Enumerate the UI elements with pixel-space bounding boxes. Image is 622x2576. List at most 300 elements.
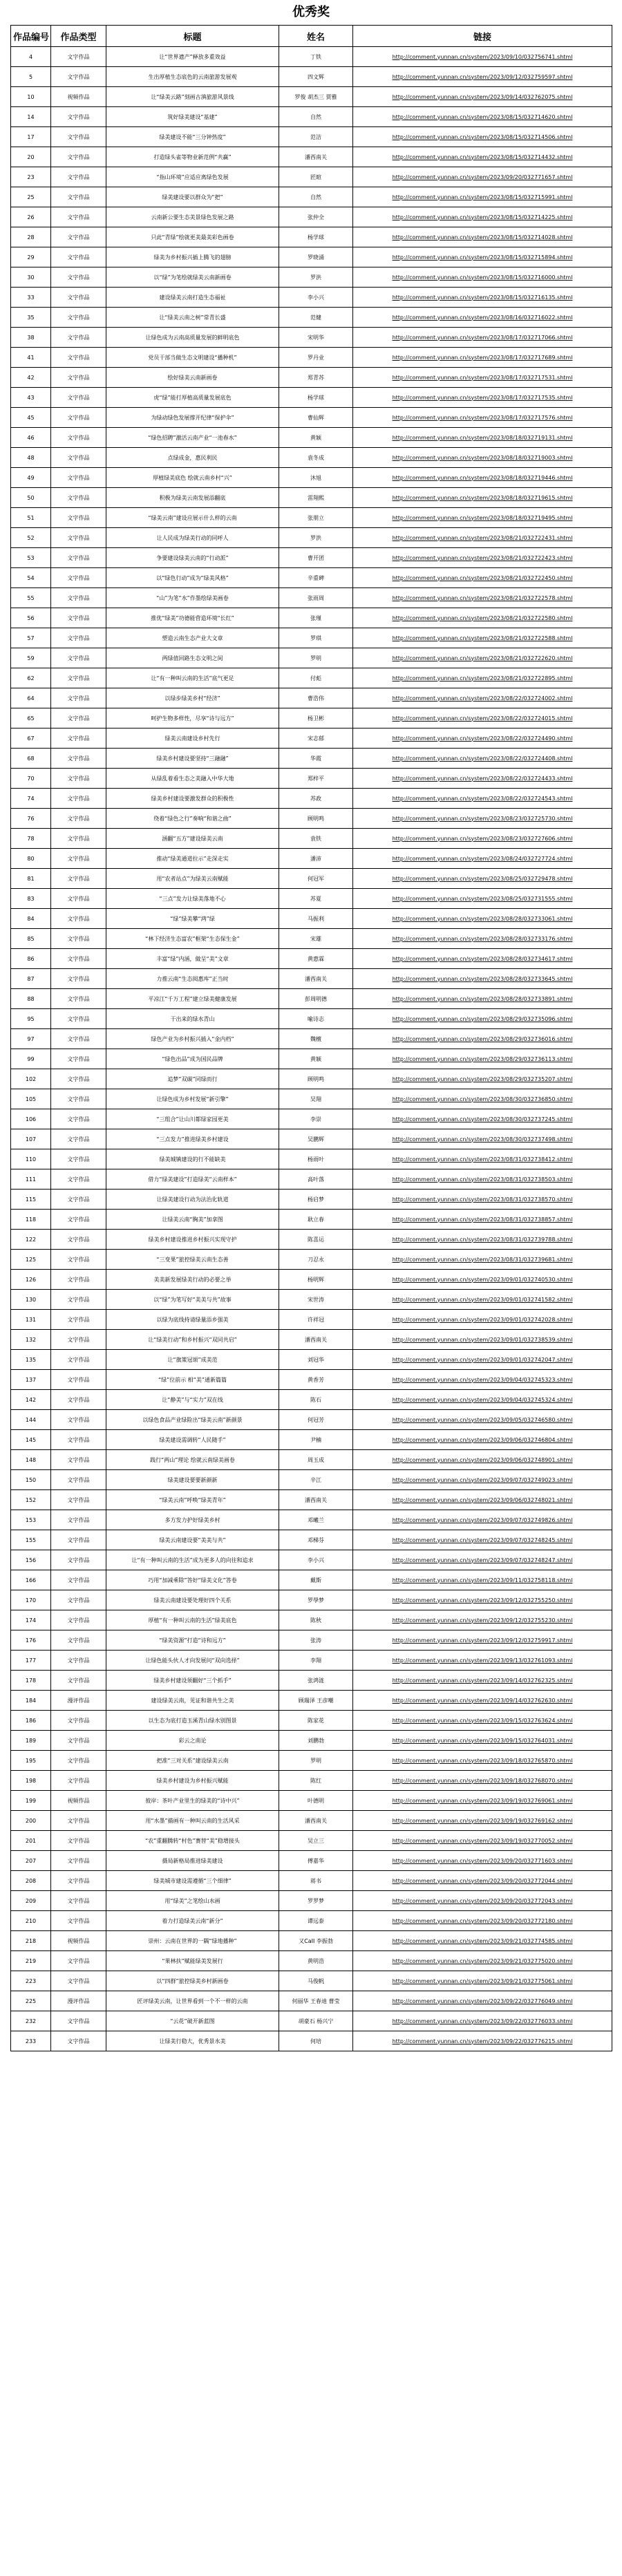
cell-id: 130 bbox=[11, 1290, 51, 1310]
cell-title: 推动“绿美通道拉示”走深走实 bbox=[106, 849, 279, 869]
cell-author: 罗晓涌 bbox=[279, 247, 353, 267]
cell-link bbox=[353, 468, 612, 488]
article-link[interactable]: http://comment.yunnan.cn/system/2023/08/31/032738412.shtml bbox=[392, 1156, 573, 1163]
table-row bbox=[11, 247, 612, 267]
article-link[interactable]: http://comment.yunnan.cn/system/2023/09/19/032769061.shtml bbox=[392, 1797, 573, 1804]
cell-type: 文字作品 bbox=[51, 67, 106, 87]
cell-title: 绿美云南建设要“美美与共” bbox=[106, 1530, 279, 1550]
cell-id: 65 bbox=[11, 708, 51, 728]
cell-link bbox=[353, 1029, 612, 1049]
article-link[interactable]: http://comment.yunnan.cn/system/2023/09/22/032776215.shtml bbox=[392, 2038, 573, 2044]
cell-type: 文字作品 bbox=[51, 368, 106, 388]
table-row bbox=[11, 368, 612, 388]
table-row bbox=[11, 388, 612, 408]
cell-title: 用“农者站点”为绿美云南赋能 bbox=[106, 869, 279, 889]
cell-title: 让“绿美云路”刻画古滇旅游风景线 bbox=[106, 87, 279, 107]
cell-link bbox=[353, 1570, 612, 1590]
article-link[interactable]: http://comment.yunnan.cn/system/2023/08/22/032724002.shtml bbox=[392, 695, 573, 702]
article-link[interactable]: http://comment.yunnan.cn/system/2023/08/30/032737498.shtml bbox=[392, 1136, 573, 1143]
article-link[interactable]: http://comment.yunnan.cn/system/2023/09/07/032748247.shtml bbox=[392, 1557, 573, 1563]
cell-link bbox=[353, 949, 612, 969]
cell-type: 文字作品 bbox=[51, 488, 106, 508]
table-row bbox=[11, 608, 612, 628]
cell-id: 200 bbox=[11, 1811, 51, 1831]
cell-link bbox=[353, 1971, 612, 1991]
article-link[interactable]: http://comment.yunnan.cn/system/2023/09/01/032741582.shtml bbox=[392, 1296, 573, 1303]
cell-id: 150 bbox=[11, 1470, 51, 1490]
article-link[interactable]: http://comment.yunnan.cn/system/2023/08/21/032722431.shtml bbox=[392, 534, 573, 541]
cell-title: 把准“三对关系”建设绿美云南 bbox=[106, 1751, 279, 1771]
cell-author: 胡豪石 杨兴宁 bbox=[279, 2011, 353, 2031]
cell-type: 文字作品 bbox=[51, 1831, 106, 1851]
table-row bbox=[11, 1951, 612, 1971]
cell-id: 186 bbox=[11, 1711, 51, 1731]
cell-author: 张仲全 bbox=[279, 207, 353, 227]
article-link[interactable]: http://comment.yunnan.cn/system/2023/09/14/032762325.shtml bbox=[392, 1677, 573, 1684]
table-row bbox=[11, 1751, 612, 1771]
table-row bbox=[11, 688, 612, 708]
cell-link bbox=[353, 1771, 612, 1791]
article-link[interactable]: http://comment.yunnan.cn/system/2023/09/15/032764031.shtml bbox=[392, 1737, 573, 1744]
cell-author: 范洁 bbox=[279, 127, 353, 147]
cell-type: 文字作品 bbox=[51, 167, 106, 187]
cell-id: 218 bbox=[11, 1931, 51, 1951]
table-row bbox=[11, 47, 612, 67]
article-link[interactable]: http://comment.yunnan.cn/system/2023/08/15/032714620.shtml bbox=[392, 113, 573, 120]
cell-id: 59 bbox=[11, 648, 51, 668]
article-link[interactable]: http://comment.yunnan.cn/system/2023/08/15/032715894.shtml bbox=[392, 254, 573, 261]
article-link[interactable]: http://comment.yunnan.cn/system/2023/09/12/032755250.shtml bbox=[392, 1597, 573, 1604]
header-type: 作品类型 bbox=[51, 26, 106, 47]
article-link[interactable]: http://comment.yunnan.cn/system/2023/08/15/032716135.shtml bbox=[392, 294, 573, 301]
cell-id: 46 bbox=[11, 428, 51, 448]
cell-id: 50 bbox=[11, 488, 51, 508]
cell-author: 张雨周 bbox=[279, 588, 353, 608]
cell-id: 56 bbox=[11, 608, 51, 628]
article-link[interactable]: http://comment.yunnan.cn/system/2023/08/17/032717576.shtml bbox=[392, 414, 573, 421]
cell-link bbox=[353, 1811, 612, 1831]
cell-title: 让绿美云南“胸美”加拿图 bbox=[106, 1210, 279, 1230]
cell-author: 刀忍永 bbox=[279, 1250, 353, 1270]
cell-author: 罗洪 bbox=[279, 267, 353, 288]
table-row bbox=[11, 749, 612, 769]
article-link[interactable]: http://comment.yunnan.cn/system/2023/08/28/032733176.shtml bbox=[392, 935, 573, 942]
cell-type: 文字作品 bbox=[51, 869, 106, 889]
article-link[interactable]: http://comment.yunnan.cn/system/2023/09/15/032763624.shtml bbox=[392, 1717, 573, 1724]
cell-title: “绿色招聘”激活云南产业“一池春水” bbox=[106, 428, 279, 448]
cell-link bbox=[353, 408, 612, 428]
cell-title: 彩云之南论 bbox=[106, 1731, 279, 1751]
article-link[interactable]: http://comment.yunnan.cn/system/2023/08/28/032733891.shtml bbox=[392, 995, 573, 1002]
article-link[interactable]: http://comment.yunnan.cn/system/2023/09/04/032745324.shtml bbox=[392, 1396, 573, 1403]
cell-id: 156 bbox=[11, 1550, 51, 1570]
cell-id: 52 bbox=[11, 528, 51, 548]
article-link[interactable]: http://comment.yunnan.cn/system/2023/09/12/032755230.shtml bbox=[392, 1617, 573, 1624]
cell-type: 文字作品 bbox=[51, 1490, 106, 1510]
cell-author: 罗罗梦 bbox=[279, 1891, 353, 1911]
cell-id: 110 bbox=[11, 1149, 51, 1169]
cell-author: 顾明鸣 bbox=[279, 1069, 353, 1089]
article-link[interactable]: http://comment.yunnan.cn/system/2023/08/28/032733645.shtml bbox=[392, 975, 573, 982]
article-link[interactable]: http://comment.yunnan.cn/system/2023/08/15/032714432.shtml bbox=[392, 153, 573, 160]
cell-title: 绿美云南建设乡村先行 bbox=[106, 728, 279, 749]
article-link[interactable]: http://comment.yunnan.cn/system/2023/08/25/032729478.shtml bbox=[392, 875, 573, 882]
cell-link bbox=[353, 147, 612, 167]
cell-title: 为绿动绿色发展撑开纪律“保护伞” bbox=[106, 408, 279, 428]
table-row bbox=[11, 1430, 612, 1450]
article-link[interactable]: http://comment.yunnan.cn/system/2023/08/28/032734617.shtml bbox=[392, 955, 573, 962]
cell-title: 涵翻“五方”建设绿美云南 bbox=[106, 829, 279, 849]
article-link[interactable]: http://comment.yunnan.cn/system/2023/08/22/032724433.shtml bbox=[392, 775, 573, 782]
table-row bbox=[11, 127, 612, 147]
article-link[interactable]: http://comment.yunnan.cn/system/2023/09/21/032775061.shtml bbox=[392, 1977, 573, 1984]
cell-author: 彭周明德 bbox=[279, 989, 353, 1009]
cell-type: 文字作品 bbox=[51, 1671, 106, 1691]
cell-link bbox=[353, 1049, 612, 1069]
table-row bbox=[11, 2011, 612, 2031]
cell-type: 文字作品 bbox=[51, 789, 106, 809]
article-link[interactable]: http://comment.yunnan.cn/system/2023/09/01/032740530.shtml bbox=[392, 1276, 573, 1283]
article-link[interactable]: http://comment.yunnan.cn/system/2023/08/21/032722450.shtml bbox=[392, 574, 573, 581]
article-link[interactable]: http://comment.yunnan.cn/system/2023/09/14/032762630.shtml bbox=[392, 1697, 573, 1704]
cell-author: 黄明浩 bbox=[279, 1951, 353, 1971]
cell-title: 塑造云南生态产业大文章 bbox=[106, 628, 279, 648]
cell-link bbox=[353, 1831, 612, 1851]
cell-author: 袁铁 bbox=[279, 829, 353, 849]
cell-type: 文字作品 bbox=[51, 328, 106, 348]
article-link[interactable]: http://comment.yunnan.cn/system/2023/08/18/032719003.shtml bbox=[392, 454, 573, 461]
cell-type: 文字作品 bbox=[51, 1771, 106, 1791]
article-link[interactable]: http://comment.yunnan.cn/system/2023/08/23/032725730.shtml bbox=[392, 815, 573, 822]
table-row bbox=[11, 1470, 612, 1490]
article-link[interactable]: http://comment.yunnan.cn/system/2023/08/21/032722578.shtml bbox=[392, 594, 573, 601]
cell-type: 文字作品 bbox=[51, 267, 106, 288]
cell-link bbox=[353, 608, 612, 628]
cell-title: 丰富“绿”内涵，做呈“美”文章 bbox=[106, 949, 279, 969]
cell-id: 177 bbox=[11, 1651, 51, 1671]
cell-type: 文字作品 bbox=[51, 1610, 106, 1630]
cell-author: 雷翔熙 bbox=[279, 488, 353, 508]
article-link[interactable]: http://comment.yunnan.cn/system/2023/09/22/032776049.shtml bbox=[392, 1997, 573, 2004]
table-row bbox=[11, 1089, 612, 1109]
article-link[interactable]: http://comment.yunnan.cn/system/2023/08/30/032737245.shtml bbox=[392, 1116, 573, 1122]
article-link[interactable]: http://comment.yunnan.cn/system/2023/08/31/032739788.shtml bbox=[392, 1236, 573, 1243]
cell-link bbox=[353, 1310, 612, 1330]
article-link[interactable]: http://comment.yunnan.cn/system/2023/09/12/032759597.shtml bbox=[392, 73, 573, 80]
cell-type: 文字作品 bbox=[51, 568, 106, 588]
article-link[interactable]: http://comment.yunnan.cn/system/2023/08/29/032735096.shtml bbox=[392, 1015, 573, 1022]
article-link[interactable]: http://comment.yunnan.cn/system/2023/08/29/032735207.shtml bbox=[392, 1075, 573, 1082]
cell-author: 宋明华 bbox=[279, 328, 353, 348]
cell-link bbox=[353, 1290, 612, 1310]
article-link[interactable]: http://comment.yunnan.cn/system/2023/08/21/032722423.shtml bbox=[392, 554, 573, 561]
article-link[interactable]: http://comment.yunnan.cn/system/2023/09/01/032742047.shtml bbox=[392, 1356, 573, 1363]
article-link[interactable]: http://comment.yunnan.cn/system/2023/08/15/032714506.shtml bbox=[392, 133, 573, 140]
cell-link bbox=[353, 1190, 612, 1210]
cell-author: 罗學梦 bbox=[279, 1590, 353, 1610]
article-link[interactable]: http://comment.yunnan.cn/system/2023/09/06/032748021.shtml bbox=[392, 1496, 573, 1503]
cell-id: 62 bbox=[11, 668, 51, 688]
cell-title: 绿美云南建设要处理好四个关系 bbox=[106, 1590, 279, 1610]
cell-id: 51 bbox=[11, 508, 51, 528]
cell-title: 让“有一种叫云南的生活”成为更多人的向往和追求 bbox=[106, 1550, 279, 1570]
article-link[interactable]: http://comment.yunnan.cn/system/2023/09/06/032748901.shtml bbox=[392, 1456, 573, 1463]
article-link[interactable]: http://comment.yunnan.cn/system/2023/08/15/032714028.shtml bbox=[392, 234, 573, 241]
article-link[interactable]: http://comment.yunnan.cn/system/2023/09/12/032759917.shtml bbox=[392, 1637, 573, 1644]
cell-link bbox=[353, 648, 612, 668]
article-link[interactable]: http://comment.yunnan.cn/system/2023/09/06/032746804.shtml bbox=[392, 1436, 573, 1443]
cell-link bbox=[353, 348, 612, 368]
table-row bbox=[11, 1630, 612, 1651]
article-link[interactable]: http://comment.yunnan.cn/system/2023/08/21/032722588.shtml bbox=[392, 634, 573, 641]
article-link[interactable]: http://comment.yunnan.cn/system/2023/08/17/032717689.shtml bbox=[392, 354, 573, 361]
article-link[interactable]: http://comment.yunnan.cn/system/2023/08/24/032727724.shtml bbox=[392, 855, 573, 862]
cell-link bbox=[353, 448, 612, 468]
cell-link bbox=[353, 1851, 612, 1871]
article-link[interactable]: http://comment.yunnan.cn/system/2023/08/21/032722895.shtml bbox=[392, 675, 573, 681]
cell-author: 戴斯 bbox=[279, 1570, 353, 1590]
article-link[interactable]: http://comment.yunnan.cn/system/2023/09/07/032749023.shtml bbox=[392, 1476, 573, 1483]
cell-type: 文字作品 bbox=[51, 207, 106, 227]
article-link[interactable]: http://comment.yunnan.cn/system/2023/09/18/032768070.shtml bbox=[392, 1777, 573, 1784]
cell-title: 绿美建设需调转“人民随手” bbox=[106, 1430, 279, 1450]
cell-type: 文字作品 bbox=[51, 1550, 106, 1570]
table-row bbox=[11, 1310, 612, 1330]
article-link[interactable]: http://comment.yunnan.cn/system/2023/08/18/032719446.shtml bbox=[392, 474, 573, 481]
cell-type: 文字作品 bbox=[51, 1330, 106, 1350]
cell-author: 罗俊 胡杰三 贾雅 bbox=[279, 87, 353, 107]
cell-link bbox=[353, 909, 612, 929]
article-link[interactable]: http://comment.yunnan.cn/system/2023/09/20/032772044.shtml bbox=[392, 1877, 573, 1884]
cell-author: 马振利 bbox=[279, 909, 353, 929]
article-link[interactable]: http://comment.yunnan.cn/system/2023/09/20/032772180.shtml bbox=[392, 1917, 573, 1924]
cell-link bbox=[353, 1550, 612, 1570]
table-row bbox=[11, 1811, 612, 1831]
cell-author: 何丽华 王春迪 曹莹 bbox=[279, 1991, 353, 2011]
cell-author: 罗丹业 bbox=[279, 348, 353, 368]
table-row bbox=[11, 1651, 612, 1671]
cell-author: 潘西南关 bbox=[279, 147, 353, 167]
cell-title: 平凉江“千万工程”建立绿美健康发展 bbox=[106, 989, 279, 1009]
article-link[interactable]: http://comment.yunnan.cn/system/2023/08/16/032716022.shtml bbox=[392, 314, 573, 321]
cell-link bbox=[353, 789, 612, 809]
cell-id: 42 bbox=[11, 368, 51, 388]
cell-title: 借力“绿美建设”打造绿美“云南样本” bbox=[106, 1169, 279, 1190]
cell-link bbox=[353, 1590, 612, 1610]
article-link[interactable]: http://comment.yunnan.cn/system/2023/09/10/032756741.shtml bbox=[392, 53, 573, 60]
cell-id: 135 bbox=[11, 1350, 51, 1370]
article-link[interactable]: http://comment.yunnan.cn/system/2023/08/18/032719615.shtml bbox=[392, 494, 573, 501]
table-row bbox=[11, 67, 612, 87]
article-link[interactable]: http://comment.yunnan.cn/system/2023/08/21/032722580.shtml bbox=[392, 614, 573, 621]
cell-type: 文字作品 bbox=[51, 1390, 106, 1410]
cell-author: 刘鹏勃 bbox=[279, 1731, 353, 1751]
cell-id: 45 bbox=[11, 408, 51, 428]
cell-author: 何冠芳 bbox=[279, 1410, 353, 1430]
cell-link bbox=[353, 1711, 612, 1731]
article-link[interactable]: http://comment.yunnan.cn/system/2023/09/07/032748245.shtml bbox=[392, 1536, 573, 1543]
article-link[interactable]: http://comment.yunnan.cn/system/2023/08/17/032717535.shtml bbox=[392, 394, 573, 401]
table-row bbox=[11, 1490, 612, 1510]
cell-id: 86 bbox=[11, 949, 51, 969]
cell-id: 178 bbox=[11, 1671, 51, 1691]
article-link[interactable]: http://comment.yunnan.cn/system/2023/08/18/032719131.shtml bbox=[392, 434, 573, 441]
article-link[interactable]: http://comment.yunnan.cn/system/2023/09/04/032745323.shtml bbox=[392, 1376, 573, 1383]
cell-title: 从绿乱着看生态之美融入中华大地 bbox=[106, 769, 279, 789]
cell-title: 摄局新格局推进绿美建设 bbox=[106, 1851, 279, 1871]
cell-type: 文字作品 bbox=[51, 608, 106, 628]
cell-type: 文字作品 bbox=[51, 668, 106, 688]
cell-link bbox=[353, 1210, 612, 1230]
cell-type: 文字作品 bbox=[51, 1370, 106, 1390]
article-link[interactable]: http://comment.yunnan.cn/system/2023/08/18/032719495.shtml bbox=[392, 514, 573, 521]
cell-link bbox=[353, 1610, 612, 1630]
cell-title: 让“绿美行动”和乡村振兴“双同共启” bbox=[106, 1330, 279, 1350]
table-row bbox=[11, 949, 612, 969]
article-link[interactable]: http://comment.yunnan.cn/system/2023/08/22/032724408.shtml bbox=[392, 755, 573, 762]
cell-type: 文字作品 bbox=[51, 1871, 106, 1891]
cell-author: 四文辉 bbox=[279, 67, 353, 87]
cell-title: 云南新公要生态美景绿色发展之路 bbox=[106, 207, 279, 227]
cell-type: 文字作品 bbox=[51, 1731, 106, 1751]
article-link[interactable]: http://comment.yunnan.cn/system/2023/08/31/032738857.shtml bbox=[392, 1216, 573, 1223]
article-link[interactable]: http://comment.yunnan.cn/system/2023/09/19/032770052.shtml bbox=[392, 1837, 573, 1844]
cell-title: “绿美资源”打造“诗和远方” bbox=[106, 1630, 279, 1651]
table-row bbox=[11, 628, 612, 648]
cell-type: 文字作品 bbox=[51, 508, 106, 528]
cell-author: 傅嘉华 bbox=[279, 1851, 353, 1871]
article-link[interactable]: http://comment.yunnan.cn/system/2023/09/20/032771603.shtml bbox=[392, 1857, 573, 1864]
cell-author: 周玉成 bbox=[279, 1450, 353, 1470]
cell-id: 67 bbox=[11, 728, 51, 749]
cell-link bbox=[353, 809, 612, 829]
table-row bbox=[11, 508, 612, 528]
article-link[interactable]: http://comment.yunnan.cn/system/2023/08/29/032736016.shtml bbox=[392, 1035, 573, 1042]
article-link[interactable]: http://comment.yunnan.cn/system/2023/09/19/032769162.shtml bbox=[392, 1817, 573, 1824]
cell-type: 文字作品 bbox=[51, 1149, 106, 1169]
article-link[interactable]: http://comment.yunnan.cn/system/2023/09/21/032774585.shtml bbox=[392, 1937, 573, 1944]
cell-link bbox=[353, 1470, 612, 1490]
article-link[interactable]: http://comment.yunnan.cn/system/2023/08/28/032733061.shtml bbox=[392, 915, 573, 922]
cell-author: 陈喜运 bbox=[279, 1230, 353, 1250]
cell-id: 97 bbox=[11, 1029, 51, 1049]
cell-id: 57 bbox=[11, 628, 51, 648]
cell-id: 131 bbox=[11, 1310, 51, 1330]
article-link[interactable]: http://comment.yunnan.cn/system/2023/08/22/032724490.shtml bbox=[392, 735, 573, 742]
article-link[interactable]: http://comment.yunnan.cn/system/2023/09/14/032762075.shtml bbox=[392, 93, 573, 100]
cell-author: 李小兴 bbox=[279, 1550, 353, 1570]
article-link[interactable]: http://comment.yunnan.cn/system/2023/08/22/032724543.shtml bbox=[392, 795, 573, 802]
cell-type: 文字作品 bbox=[51, 1971, 106, 1991]
table-row bbox=[11, 548, 612, 568]
cell-title: “山”为笔“水”作墨绘绿美画卷 bbox=[106, 588, 279, 608]
article-link[interactable]: http://comment.yunnan.cn/system/2023/09/01/032742028.shtml bbox=[392, 1316, 573, 1323]
cell-title: 以绿为底线持请绿量添乡强美 bbox=[106, 1310, 279, 1330]
article-link[interactable]: http://comment.yunnan.cn/system/2023/09/18/032765870.shtml bbox=[392, 1757, 573, 1764]
header-id: 作品编号 bbox=[11, 26, 51, 47]
cell-id: 176 bbox=[11, 1630, 51, 1651]
cell-type: 文字作品 bbox=[51, 308, 106, 328]
article-link[interactable]: http://comment.yunnan.cn/system/2023/09/13/032761093.shtml bbox=[392, 1657, 573, 1664]
article-link[interactable]: http://comment.yunnan.cn/system/2023/08/17/032717066.shtml bbox=[392, 334, 573, 341]
table-row bbox=[11, 1530, 612, 1550]
table-row bbox=[11, 147, 612, 167]
cell-author: 郑青苏 bbox=[279, 368, 353, 388]
cell-title: 以“四群”旅控绿美乡村新画卷 bbox=[106, 1971, 279, 1991]
article-link[interactable]: http://comment.yunnan.cn/system/2023/09/01/032738539.shtml bbox=[392, 1336, 573, 1343]
article-link[interactable]: http://comment.yunnan.cn/system/2023/08/31/032738570.shtml bbox=[392, 1196, 573, 1203]
cell-id: 17 bbox=[11, 127, 51, 147]
article-link[interactable]: http://comment.yunnan.cn/system/2023/08/15/032714225.shtml bbox=[392, 214, 573, 220]
article-link[interactable]: http://comment.yunnan.cn/system/2023/09/20/032771657.shtml bbox=[392, 173, 573, 180]
article-link[interactable]: http://comment.yunnan.cn/system/2023/08/30/032736850.shtml bbox=[392, 1096, 573, 1102]
cell-link bbox=[353, 989, 612, 1009]
cell-author: 罗明 bbox=[279, 648, 353, 668]
article-link[interactable]: http://comment.yunnan.cn/system/2023/09/22/032776033.shtml bbox=[392, 2018, 573, 2024]
cell-link bbox=[353, 1169, 612, 1190]
article-link[interactable]: http://comment.yunnan.cn/system/2023/08/21/032722620.shtml bbox=[392, 655, 573, 661]
cell-id: 78 bbox=[11, 829, 51, 849]
cell-type: 文字作品 bbox=[51, 428, 106, 448]
cell-link bbox=[353, 1450, 612, 1470]
article-link[interactable]: http://comment.yunnan.cn/system/2023/08/22/032724015.shtml bbox=[392, 715, 573, 722]
cell-link bbox=[353, 728, 612, 749]
cell-id: 29 bbox=[11, 247, 51, 267]
cell-type: 视频作品 bbox=[51, 87, 106, 107]
cell-author: 杨雨叶 bbox=[279, 1149, 353, 1169]
cell-type: 文字作品 bbox=[51, 588, 106, 608]
cell-link bbox=[353, 288, 612, 308]
cell-title: 以“绿”为笔写好“美美与共”故事 bbox=[106, 1290, 279, 1310]
cell-id: 144 bbox=[11, 1410, 51, 1430]
article-link[interactable]: http://comment.yunnan.cn/system/2023/09/11/032758118.shtml bbox=[392, 1577, 573, 1583]
cell-id: 87 bbox=[11, 969, 51, 989]
cell-title: “绿美云南”呼唤“绿美青年” bbox=[106, 1490, 279, 1510]
article-link[interactable]: http://comment.yunnan.cn/system/2023/08/31/032738503.shtml bbox=[392, 1176, 573, 1183]
table-row bbox=[11, 1390, 612, 1410]
article-link[interactable]: http://comment.yunnan.cn/system/2023/09/21/032775020.shtml bbox=[392, 1957, 573, 1964]
article-link[interactable]: http://comment.yunnan.cn/system/2023/09/20/032772043.shtml bbox=[392, 1897, 573, 1904]
cell-title: 用“绿美”之笔绘山水画 bbox=[106, 1891, 279, 1911]
cell-type: 文字作品 bbox=[51, 1049, 106, 1069]
article-link[interactable]: http://comment.yunnan.cn/system/2023/09/07/032749826.shtml bbox=[392, 1516, 573, 1523]
cell-title: 打造绿头雀等物业新范例“共赢” bbox=[106, 147, 279, 167]
cell-link bbox=[353, 1410, 612, 1430]
article-link[interactable]: http://comment.yunnan.cn/system/2023/08/23/032727606.shtml bbox=[392, 835, 573, 842]
cell-id: 115 bbox=[11, 1190, 51, 1210]
article-link[interactable]: http://comment.yunnan.cn/system/2023/08/15/032715991.shtml bbox=[392, 194, 573, 200]
cell-author: 邓梯芬 bbox=[279, 1530, 353, 1550]
cell-author: 杨明辉 bbox=[279, 1270, 353, 1290]
cell-link bbox=[353, 1129, 612, 1149]
cell-type: 文字作品 bbox=[51, 1711, 106, 1731]
article-link[interactable]: http://comment.yunnan.cn/system/2023/08/17/032717531.shtml bbox=[392, 374, 573, 381]
cell-type: 文字作品 bbox=[51, 1009, 106, 1029]
cell-id: 174 bbox=[11, 1610, 51, 1630]
article-link[interactable]: http://comment.yunnan.cn/system/2023/08/31/032739681.shtml bbox=[392, 1256, 573, 1263]
article-link[interactable]: http://comment.yunnan.cn/system/2023/08/25/032731555.shtml bbox=[392, 895, 573, 902]
article-link[interactable]: http://comment.yunnan.cn/system/2023/09/05/032746580.shtml bbox=[392, 1416, 573, 1423]
cell-author: 辛江 bbox=[279, 1470, 353, 1490]
cell-type: 文字作品 bbox=[51, 1450, 106, 1470]
cell-id: 54 bbox=[11, 568, 51, 588]
cell-title: 绿色产业为乡村振兴插入“金内档” bbox=[106, 1029, 279, 1049]
table-row bbox=[11, 488, 612, 508]
cell-title: 绿美建设要要新颜新 bbox=[106, 1470, 279, 1490]
article-link[interactable]: http://comment.yunnan.cn/system/2023/08/15/032716000.shtml bbox=[392, 274, 573, 281]
article-link[interactable]: http://comment.yunnan.cn/system/2023/08/29/032736113.shtml bbox=[392, 1055, 573, 1062]
cell-link bbox=[353, 1370, 612, 1390]
